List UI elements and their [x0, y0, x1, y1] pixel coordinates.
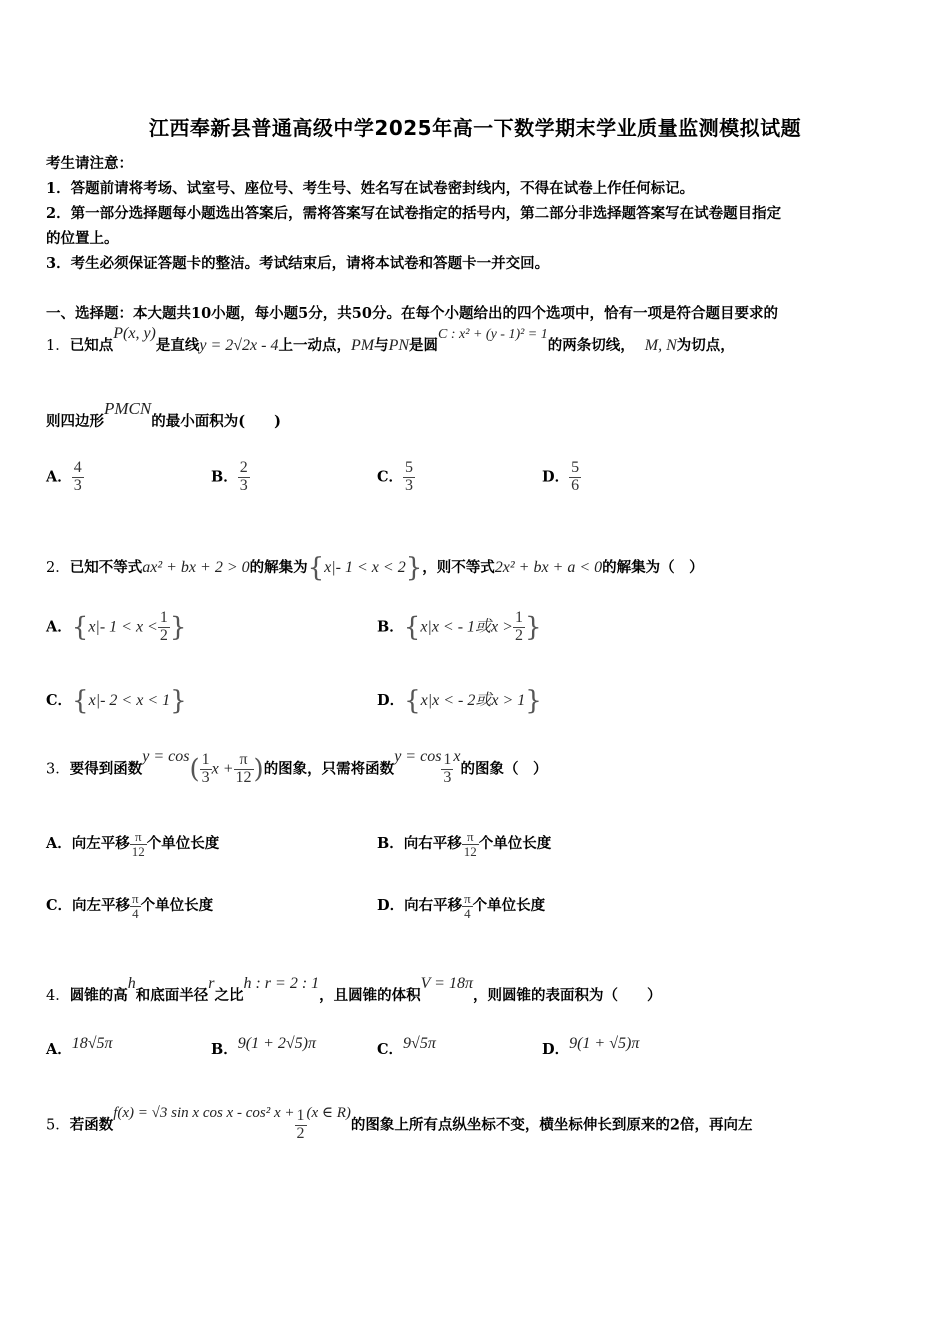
- fraction-denominator: 3: [73, 476, 82, 494]
- section-heading: 一、选择题：本大题共10小题，每小题5分，共50分。在每个小题给出的四个选项中，恰有一项是符合题目要求的: [46, 305, 778, 322]
- option-label: C．: [377, 1041, 404, 1058]
- fraction-numerator: 1: [296, 1107, 305, 1124]
- option-text: 向右平移: [403, 835, 462, 853]
- fraction-numerator: 4: [73, 459, 82, 476]
- math-expression: 9(1 + 2√5)π: [237, 1035, 317, 1052]
- question-text: 的最小面积为( ): [151, 413, 281, 430]
- option-text: 个单位长度: [140, 897, 214, 915]
- math-expression: h: [127, 975, 136, 992]
- option-b[interactable]: B．{x|x < - 1或x > $\frac{1}{2}$ }: [377, 609, 542, 644]
- option-a[interactable]: A．{x|- 1 < x < $\frac{1}{2}$ }: [46, 609, 187, 644]
- notice-item: 1．答题前请将考场、试室号、座位号、考生号、姓名写在试卷密封线内，不得在试卷上作任何标记。: [46, 180, 695, 197]
- question-text: 的图象，只需将函数: [263, 760, 395, 778]
- question-text: 已知点: [69, 337, 114, 354]
- question-text: 之比: [214, 987, 244, 1004]
- fraction-denominator: 3: [443, 768, 452, 786]
- option-c[interactable]: [377, 1035, 436, 1059]
- fraction-numerator: π: [464, 891, 471, 906]
- fraction-numerator: 5: [571, 459, 580, 476]
- math-expression: 9√5π: [403, 1035, 436, 1052]
- option-a[interactable]: [46, 460, 84, 495]
- fraction-numerator: π: [130, 830, 147, 845]
- math-expression: (x ∈ R): [306, 1105, 351, 1122]
- math-expression: ax² + bx + 2 > 0: [142, 559, 250, 576]
- math-expression: f(x) = √3 sin x cos x - cos² x +: [113, 1105, 295, 1122]
- option-label: D．: [542, 468, 570, 486]
- option-label: B．: [377, 618, 404, 636]
- option-text: 个单位长度: [146, 835, 220, 853]
- fraction-denominator: 2: [159, 626, 168, 644]
- question-number: 5．: [46, 1117, 70, 1134]
- option-c[interactable]: [377, 460, 415, 495]
- math-expression: y = 2√2x - 4: [199, 337, 279, 354]
- option-text: 个单位长度: [478, 835, 552, 853]
- option-b[interactable]: [211, 1035, 317, 1059]
- fraction-denominator: 2: [296, 1124, 305, 1142]
- option-label: A．: [46, 1041, 72, 1058]
- question-text: 的图象（ ）: [460, 760, 548, 778]
- math-expression: x|- 2 < x < 1: [88, 692, 171, 709]
- fraction-denominator: 3: [239, 476, 248, 494]
- math-expression: x|- 1 < x <: [88, 618, 158, 636]
- notice-item: 2．第一部分选择题每小题选出答案后，需将答案写在试卷指定的括号内，第二部分非选择题答案写在试卷题目指定: [46, 205, 782, 222]
- option-label: A．: [46, 468, 72, 486]
- math-expression: x|- 1 < x < 2: [324, 559, 406, 576]
- option-d[interactable]: D．{x|x < - 2或x > 1}: [377, 686, 542, 716]
- option-d[interactable]: [377, 892, 545, 920]
- option-label: D．: [377, 692, 405, 709]
- option-d[interactable]: [542, 460, 581, 495]
- fraction-denominator: 12: [131, 843, 145, 859]
- option-label: C．: [46, 897, 73, 915]
- question-1-cont: [46, 399, 281, 431]
- question-text: 的图象上所有点纵坐标不变，横坐标伸长到原来的2倍，再向左: [350, 1116, 753, 1134]
- math-expression: C : x² + (y - 1)² = 1: [438, 327, 548, 342]
- question-text: ，则圆锥的表面积为（ ）: [472, 987, 662, 1004]
- question-text: ，则不等式: [422, 559, 495, 576]
- fraction-denominator: 12: [235, 768, 252, 786]
- math-expression: M, N: [644, 337, 677, 354]
- fraction-numerator: 1: [201, 751, 210, 768]
- fraction-denominator: 12: [463, 843, 477, 859]
- page-title: 江西奉新县普通高级中学2025年高一下数学期末学业质量监测模拟试题: [148, 116, 802, 140]
- math-expression: V = 18π: [420, 975, 473, 992]
- question-text: 是圆: [409, 337, 439, 354]
- math-expression: PMCN: [104, 399, 152, 418]
- notice-heading: 考生请注意：: [46, 155, 133, 172]
- question-text: 上一动点，: [278, 337, 351, 354]
- question-number: 1．: [46, 338, 70, 354]
- fraction-numerator: 1: [159, 609, 168, 626]
- question-text: 的两条切线，: [547, 337, 635, 354]
- math-expression: PM: [350, 337, 375, 354]
- question-text: 则四边形: [46, 413, 104, 430]
- fraction-denominator: 4: [464, 905, 471, 921]
- fraction-denominator: 3: [201, 768, 210, 786]
- math-expression: 18√5π: [71, 1035, 113, 1052]
- question-1: [46, 325, 735, 355]
- option-label: B．: [211, 1041, 238, 1058]
- math-expression: 2x² + bx + a < 0: [494, 559, 603, 576]
- option-label: C．: [377, 468, 404, 486]
- math-expression: P(x, y): [113, 325, 156, 342]
- question-text: ，且圆锥的体积: [319, 987, 421, 1004]
- option-a[interactable]: [46, 830, 219, 858]
- question-5: [46, 1105, 753, 1143]
- question-text: 的解集为: [249, 559, 308, 576]
- math-expression: x|x < - 2或x > 1: [420, 692, 526, 709]
- option-text: 向右平移: [404, 897, 463, 915]
- math-expression: x: [453, 748, 461, 766]
- math-expression: x +: [211, 760, 234, 778]
- option-b[interactable]: [211, 460, 250, 495]
- question-number: 3．: [46, 761, 70, 778]
- fraction-numerator: π: [132, 891, 139, 906]
- math-expression: PN: [388, 337, 410, 354]
- math-expression: y = cos: [394, 748, 442, 766]
- option-c[interactable]: C．{x|- 2 < x < 1}: [46, 686, 187, 716]
- fraction-numerator: 1: [443, 751, 452, 768]
- option-text: 向左平移: [71, 835, 130, 853]
- fraction-numerator: π: [462, 830, 479, 845]
- question-text: 与: [374, 337, 389, 354]
- option-b[interactable]: [377, 830, 551, 858]
- fraction-denominator: 6: [571, 476, 580, 494]
- question-text: 是直线: [155, 337, 200, 354]
- math-expression: h : r = 2 : 1: [243, 975, 320, 992]
- fraction-numerator: 1: [514, 609, 523, 626]
- question-text: 的解集为（ ）: [602, 559, 704, 576]
- question-text: 圆锥的高: [69, 987, 128, 1004]
- option-text: 向左平移: [72, 897, 131, 915]
- fraction-numerator: 2: [239, 459, 248, 476]
- math-expression: 9(1 + √5)π: [569, 1035, 640, 1052]
- option-a[interactable]: [46, 1035, 113, 1059]
- fraction-numerator: 5: [405, 459, 414, 476]
- fraction-denominator: 2: [514, 626, 523, 644]
- notice-item: 3．考生必须保证答题卡的整洁。考试结束后，请将本试卷和答题卡一并交回。: [46, 255, 550, 272]
- question-4: [46, 975, 662, 1005]
- math-expression: x|x < - 1或x >: [420, 618, 513, 636]
- option-label: B．: [377, 835, 404, 853]
- option-c[interactable]: [46, 892, 213, 920]
- option-text: 个单位长度: [472, 897, 546, 915]
- question-number: 4．: [46, 988, 70, 1004]
- fraction-numerator: π: [234, 752, 254, 770]
- math-expression: r: [208, 975, 215, 992]
- option-label: B．: [211, 468, 238, 486]
- question-number: 2．: [46, 560, 70, 576]
- question-text: 要得到函数: [69, 760, 143, 778]
- option-label: A．: [46, 835, 72, 853]
- option-label: C．: [46, 692, 73, 709]
- question-text: 已知不等式: [69, 559, 143, 576]
- notice-item: 的位置上。: [46, 230, 119, 247]
- fraction-denominator: 3: [405, 476, 414, 494]
- option-label: D．: [377, 897, 405, 915]
- math-expression: y = cos: [142, 748, 190, 766]
- question-3: 3．要得到函数y = cos( $\frac{1}{3}$ x + $\frac{\pi}{12}$ )的图象，只需将函数y = cos $\frac{1}{3}$ x的图象（ ）: [46, 748, 548, 786]
- question-text: 为切点，: [676, 337, 735, 354]
- fraction-denominator: 4: [132, 905, 139, 921]
- question-text: 若函数: [69, 1116, 114, 1134]
- question-text: 和底面半径: [135, 987, 209, 1004]
- option-d[interactable]: [542, 1035, 640, 1059]
- option-label: A．: [46, 618, 72, 636]
- question-2: 2．已知不等式ax² + bx + 2 > 0的解集为{x|- 1 < x < 2}，则不等式2x² + bx + a < 0的解集为（ ）: [46, 553, 704, 583]
- option-label: D．: [542, 1041, 570, 1058]
